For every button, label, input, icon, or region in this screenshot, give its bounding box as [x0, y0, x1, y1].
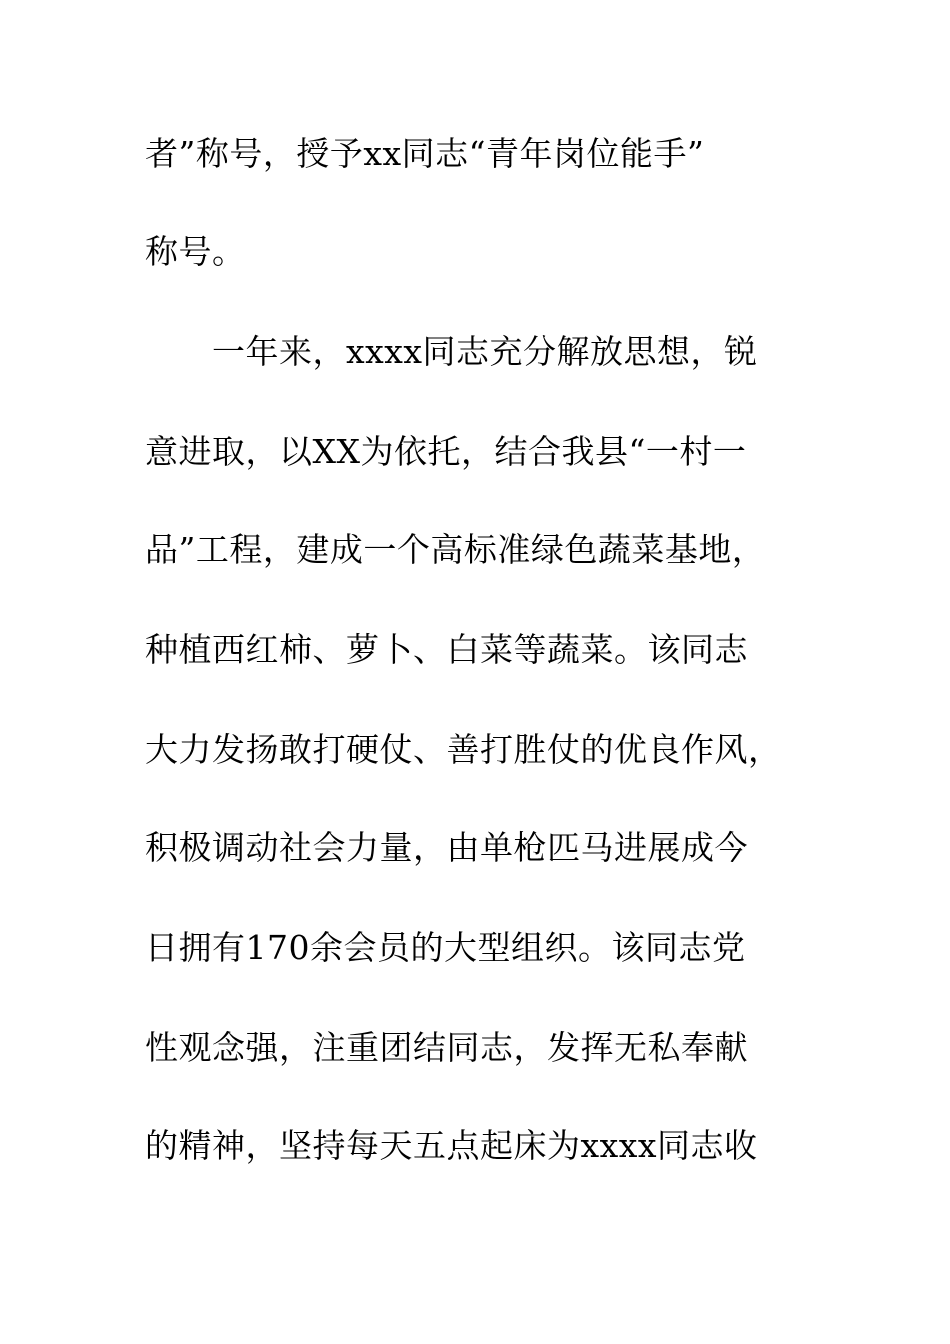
text-line-6: 种植西红柿、萝卜、白菜等蔬菜。该同志 — [145, 630, 748, 669]
text-line-9: 日拥有170余会员的大型组织。该同志党 — [145, 928, 746, 967]
text-line-5: 品”工程，建成一个高标准绿色蔬菜基地， — [145, 530, 766, 569]
text-line-2: 称号。 — [145, 232, 246, 271]
text-line-4: 意进取，以XX为依托，结合我县“一村一 — [145, 432, 747, 471]
text-line-10: 性观念强，注重团结同志，发挥无私奉献 — [145, 1028, 748, 1067]
text-line-3: 一年来，xxxx同志充分解放思想，锐 — [145, 332, 758, 371]
text-line-11: 的精神，坚持每天五点起床为xxxx同志收 — [145, 1126, 758, 1165]
text-line-1: 者”称号，授予xx同志“青年岗位能手” — [145, 134, 705, 173]
text-line-7: 大力发扬敢打硬仗、善打胜仗的优良作风， — [145, 730, 782, 769]
text-line-8: 积极调动社会力量，由单枪匹马进展成今 — [145, 828, 748, 867]
